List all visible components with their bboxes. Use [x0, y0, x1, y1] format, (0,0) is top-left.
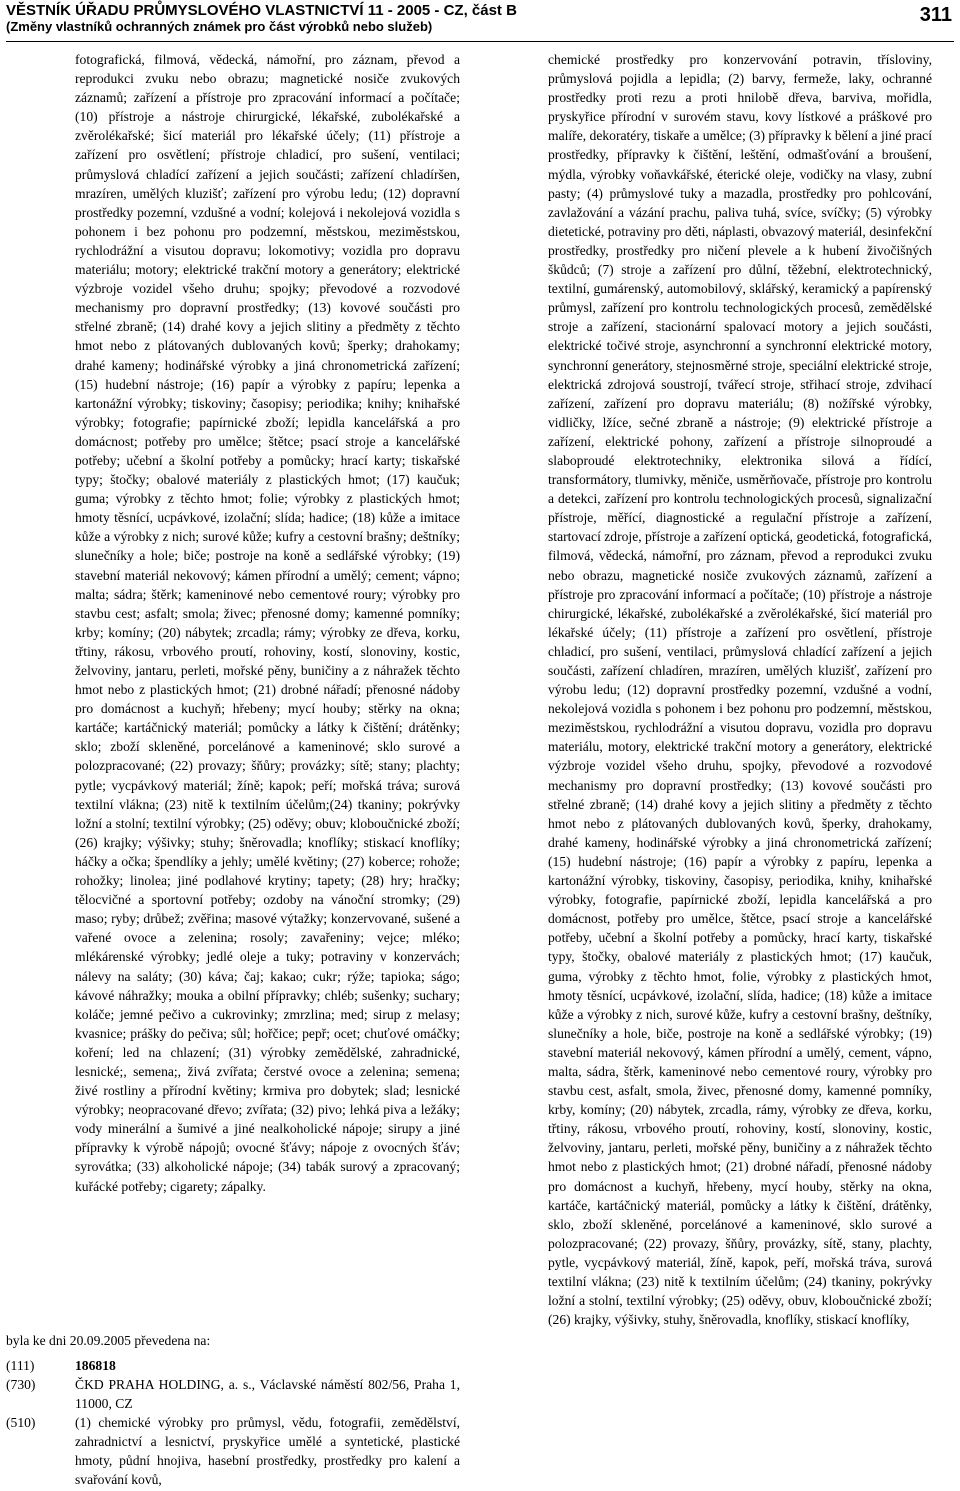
goods-list-continuation: fotografická, filmová, vědecká, námořní, pro záznam, převod a reprodukci zvuku nebo obrazu; magnetické nosiče zvukových záznamů; zařízení a přístroje pro zpracování informací a počítače; (10) přístroje a nástroje chirurgické, lékařské, zubolékařské a zvěrolékařské; šicí materiál pro lékařské účely; (11) přístroje a zařízení pro osvětlení; přístroje chladicí, pro sušení, ventilaci; průmyslová chladící zařízení a jejich součásti; zařízení chladíršen, mrazíren, umělých kluzišť; zařízení pro výrobu ledu; (12) dopravní prostředky pozemní, vzdušné a vodní; kolejová i nekolejová vozidla s pohonem i bez pohonu pro podzemní, městskou, meziměstskou, rychlodrážní a visutou dopravu; lokomotivy; vozidla pro dopravu materiálu; motory; elektrické trakční motory a generátory; elektrické výzbroje vozidel všeho druhu; spojky; převodové a rozvodové mechanismy pro dopravní prostředky; (13) kovové součásti pro střelné zbraně; (14) drahé kovy a jejich slitiny a předměty z těchto hmot nebo z plátovaných dublovaných kovů; šperky; drahokamy; drahé kameny; hodinářské výrobky a jiná chronometrická zařízení; (15) hudební nástroje; (16) papír a výrobky z papíru; lepenka a kartonážní výrobky; tiskoviny; časopisy; periodika; knihy; knihařské výrobky; fotografie; papírnické zboží; lepidla kancelářská a pro domácnost; potřeby pro umělce; štětce; psací stroje a kancelářské potřeby; učební a školní potřeby a pomůcky; hrací karty; tiskařské typy; štočky; obalové materiály z plastických hmot; (17) kaučuk; guma; výrobky z těchto hmot; folie; výrobky z plastických hmot; hmoty těsnící, ucpávkové, izolační; slída; hadice; (18) kůže a imitace kůže a výrobky z nich; surové kůže; kufry a cestovní brašny; deštníky; slunečníky a hole; biče; postroje na koně a sedlářské výrobky; (19) stavební materiál nekovový; kámen přírodní a umělý; cement; vápno; malta; sádra; štěrk; kameninové nebo cementové roury; výrobky pro stavbu cest; asfalt; smola; živec; přenosné domy; kamenné pomníky; krby; komíny; (20) nábytek; zrcadla; rámy; výrobky ze dřeva, korku, třtiny, rákosu, vrbového proutí, rohoviny, kostí, slonoviny, kostic, želvoviny, jantaru, perleti, mořské pěny, buničiny a z náhražek těchto hmot nebo z plastických hmot; (21) drobné nářadí; přenosné nádoby pro domácnost a kuchyň; hřebeny; mycí houby; stěrky na okna; kartáče; kartáčnický materiál; pomůcky a látky k čištění; drátěnky; sklo; zboží skleněné, porcelánové a kameninové; sklo surové a polozpracované; (22) provazy; šňůry; provázky; sítě; stany; plachty; pytle; vycpávkový materiál; žíně; kapok; peří; mořská tráva; surová textilní vlákna; (23) nitě k textilním účelům;(24) tkaniny; pokrývky ložní a stolní; textilní výrobky; (25) oděvy; obuv; kloboučnické zboží; (26) krajky; výšivky; stuhy; šněrovadla; knoflíky; stiskací knoflíky; háčky a očka; špendlíky a jehly; umělé květiny; (27) koberce; rohože; rohožky; linolea; jiné podlahové krytiny; tapety; (28) hry; hračky; tělocvičné a sportovní potřeby; ozdoby na vánoční stromky; (29) maso; ryby; drůbež; zvěřina; masové výtažky; konzervované, sušené a vařené ovoce a zelenina; rosoly; zavařeniny; vejce; mléko; mlékárenské výrobky; jedlé oleje a tuky; potraviny v konzervách; nálevy na saláty; (30) káva; čaj; kakao; cukr; rýže; tapioka; ságo; kávové náhražky; mouka a obilní přípravky; chléb; sušenky; suchary; koláče; jemné pečivo a cukrovinky; zmrzlina; med; sirup z melasy; kvasnice; prášky do pečiva; sůl; hořčice; pepř; ocet; chuťové omáčky; koření; led na chlazení; (31) výrobky zemědělské, zahradnické, lesnické;, semena;, živá zvířata; čerstvé ovoce a zelenina; semena; živé rostliny a přírodní květiny; krmiva pro dobytek; slad; lesnické výrobky; neopracované dřevo; zvířata; (32) pivo; lehká piva a ležáky; vody minerální a šumivé a jiné nealkoholické nápoje; sirupy a jiné přípravky k výrobě nápojů; ovocné šťávy; nápoje z ovocných šťáv; syrovátka; (33) alkoholické nápoje; (34) tabák surový a zpracovaný; kuřácké potřeby; cigarety; zápalky. — [75, 52, 460, 1194]
journal-title: VĚSTNÍK ÚŘADU PRŮMYSLOVÉHO VLASTNICTVÍ 11 - 2005 - CZ, část B — [6, 2, 517, 19]
owner-name-address: ČKD PRAHA HOLDING, a. s., Václavské náměstí 802/56, Praha 1, 11000, CZ — [75, 1377, 460, 1411]
page-header — [6, 2, 954, 42]
entry-510 — [6, 1413, 460, 1491]
page-number: 311 — [919, 4, 952, 26]
goods-list-start: (1) chemické výrobky pro průmysl, vědu, fotografii, zemědělství, zahradnictví a lesnictví, pryskyřice umělé a syntetické, plastické hmoty, půdní hnojiva, hasební prostředky, prostředky pro kalení a svařování kovů, — [75, 1415, 460, 1487]
goods-list-right: chemické prostředky pro konzervování potravin, třísloviny, průmyslová pojidla a lepidla; (2) barvy, fermeže, laky, ochranné prostředky proti rezu a proti hnilobě dřeva, barviva, mořidla, pryskyřice přírodní v surovém stavu, kovy lístkové a práškové pro malíře, dekoratéry, tiskaře a umělce; (3) přípravky k bělení a jiné prací prostředky, přípravky k čištění, leštění, odmašťování a broušení, mýdla, výrobky voňavkářské, éterické oleje, vodičky na vlasy, zubní pasty; (4) průmyslové tuky a mazadla, prostředky pro pohlcování, zavlažování a vázání prachu, paliva tuhá, svíce, svíčky; (5) výrobky dietetické, potraviny pro děti, náplasti, obvazový materiál, desinfekční prostředky, prostředky pro ničení plevele a k hubení živočišných škůdců; (7) stroje a zařízení pro důlní, těžební, elektrotechnický, textilní, gumárenský, automobilový, sklářský, keramický a papírenský průmysl, zařízení pro kontrolu technologických procesů, zemědělské stroje a zařízení, stacionární spalovací motory a jejich součásti, elektrické točivé stroje, asynchronní a synchronní elektrické motory, synchronní generátory, stejnosměrné stroje, speciální elektrické stroje, elektrická zdrojová soustrojí, tvářecí stroje, střihací stroje, zdvihací zařízení, zařízení pro dopravu materiálu; (8) nožířské výrobky, vidličky, lžíce, sečné zbraně a nástroje; (9) elektrické přístroje a zařízení, elektrické pohony, zařízení a přístroje silnoproudé a slaboproudé elektrotechniky, elektronika silová a řídící, transformátory, tlumivky, měniče, usměrňovače, přístroje pro kontrolu a detekci, zařízení pro kontrolu technologických procesů, signalizační přístroje, měřící, diagnostické a regulační přístroje a zařízení, startovací zdroje, přístroje a zařízení optická, geodetická, fotografická, filmová, vědecká, námořní, pro záznam, převod a reprodukci zvuku nebo obrazu, magnetické nosiče zvukových záznamů, zařízení a přístroje pro zpracování informací a počítače; (10) přístroje a nástroje chirurgické, lékařské, zubolékařské a zvěrolékařské, šicí materiál pro lékařské účely; (11) přístroje a zařízení pro osvětlení, přístroje chladicí, pro sušení, ventilaci, průmyslová chladící zařízení a jejich součásti, zařízení chladíren, mrazíren, umělých kluzišť, zařízení pro výrobu ledu; (12) dopravní prostředky pozemní, vzdušné a vodní, nekolejová vozidla s pohonem i bez pohonu pro podzemní, městskou, meziměstskou, rychlodrážní a visutou dopravu, vozidla pro dopravu materiálu, motory, elektrické trakční motory a generátory, elektrické výzbroje vozidel všeho druhu, spojky, převodové a rozvodové mechanismy pro dopravní prostředky; (13) kovové součásti pro střelné zbraně; (14) drahé kovy a jejich slitiny a předměty z těchto hmot nebo z plátovaných dublovaných kovů, šperky, drahokamy, drahé kameny, hodinářské výrobky a jiná chronometrická zařízení; (15) hudební nástroje; (16) papír a výrobky z papíru, lepenka a kartonážní výrobky, tiskoviny, časopisy, periodika, knihy, knihařské výrobky, fotografie, papírnické zboží, lepidla kancelářská a pro domácnost, potřeby pro umělce, štětce, psací stroje a kancelářské potřeby, učební a školní potřeby a pomůcky, hrací karty, tiskařské typy, štočky, obalové materiály z plastických hmot; (17) kaučuk, guma, výrobky z těchto hmot, folie, výrobky z plastických hmot, hmoty těsnící, ucpávkové, izolační, slída, hadice; (18) kůže a imitace kůže a výrobky z nich, surové kůže, kufry a cestovní brašny, deštníky, slunečníky a hole, biče, postroje na koně a sedlářské výrobky; (19) stavební materiál nekovový, kámen přírodní a umělý, cement, vápno, malta, sádra, štěrk, kameninové nebo cementové roury, výrobky pro stavbu cest, asfalt, smola, živec, přenosné domy, kamenné pomníky, krby, komíny; (20) nábytek, zrcadla, rámy, výrobky ze dřeva, korku, třtiny, rákosu, vrbového proutí, rohoviny, kostí, slonoviny, kostic, želvoviny, jantaru, perleti, mořské pěny, buničiny a z náhražek těchto hmot nebo z plastických hmot; (21) drobné nářadí, přenosné nádoby pro domácnost a kuchyň, hřebeny, mycí houby, stěrky na okna, kartáče, kartáčnický materiál, pomůcky a látky k čištění, drátěnky, sklo, zboží skleněné, porcelánové a kameninové, sklo surové a polozpracované; (22) provazy, šňůry, provázky, sítě, stany, plachty, pytle, vycpávkový materiál, žíně, kapok, peří, mořská tráva, surová textilní vlákna; (23) nitě k textilním účelům; (24) tkaniny, pokrývky ložní a stolní, textilní výrobky; (25) oděvy, obuv, kloboučnické zboží; (26) krajky, výšivky, stuhy, šněrovadla, knoflíky, stiskací knoflíky, — [548, 52, 932, 1328]
entry-111 — [6, 1356, 460, 1375]
transfer-note: byla ke dni 20.09.2005 převedena na: — [6, 1333, 211, 1348]
right-column-text — [548, 50, 932, 1329]
entry-730 — [6, 1375, 460, 1413]
left-column-text — [75, 50, 460, 1196]
journal-subtitle: (Změny vlastníků ochranných známek pro část výrobků nebo služeb) — [6, 19, 433, 34]
entry-code: (730) — [6, 1377, 36, 1392]
header-rule — [6, 41, 954, 42]
entry-code: (510) — [6, 1415, 36, 1430]
entry-code: (111) — [6, 1358, 35, 1373]
registration-number: 186818 — [75, 1358, 116, 1373]
